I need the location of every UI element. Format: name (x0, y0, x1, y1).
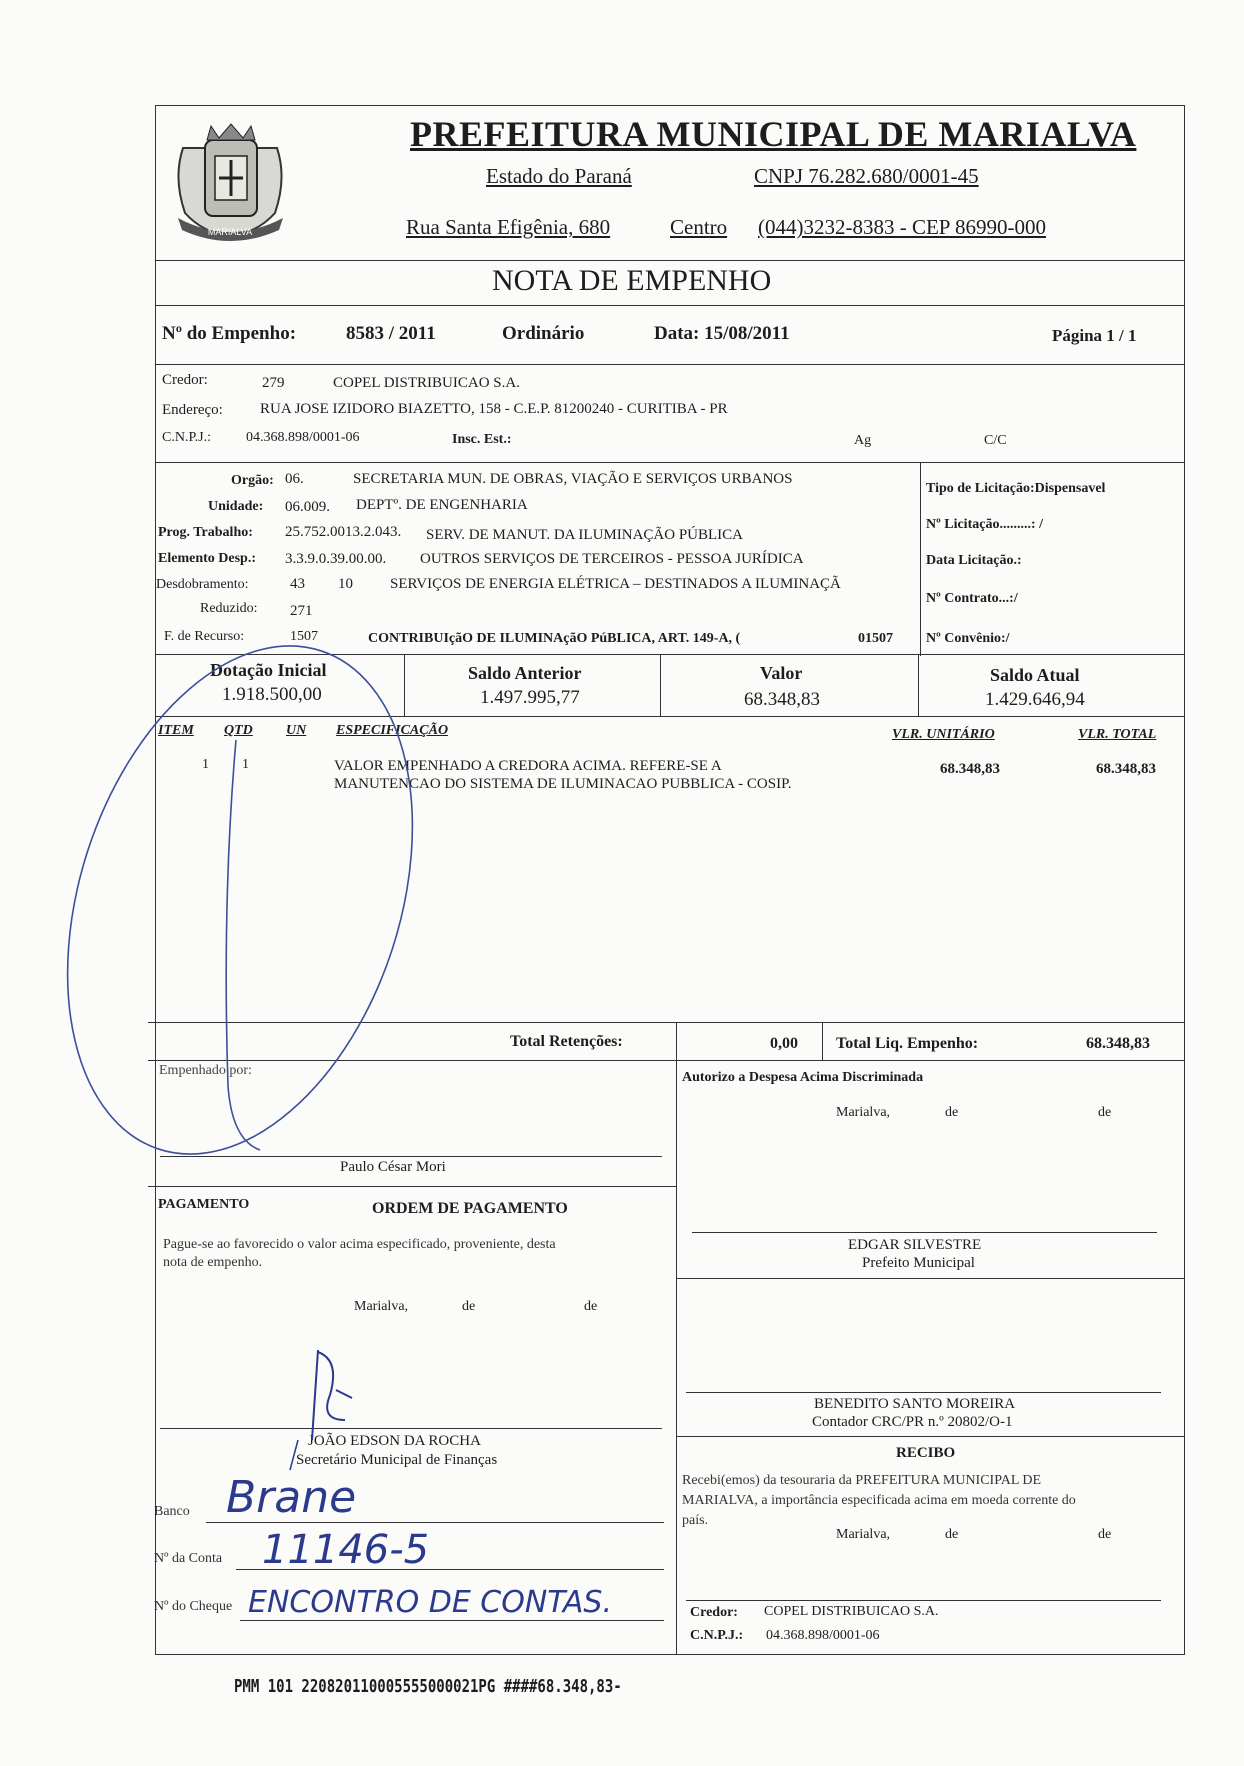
empenho-date: Data: 15/08/2011 (654, 323, 790, 344)
recibo-text-line3: país. (682, 1513, 709, 1528)
credor-address-label: Endereço: (162, 402, 223, 418)
elemento-code: 3.3.9.0.39.00.00. (285, 551, 387, 567)
col-item: ITEM (158, 723, 194, 738)
item-total-value: 68.348,83 (1096, 761, 1156, 777)
recibo-cnpj: 04.368.898/0001-06 (766, 1628, 880, 1643)
unidade-label: Unidade: (208, 499, 264, 514)
secretario-role: Secretário Municipal de Finanças (296, 1452, 498, 1468)
convenio-numero: Nº Convênio:/ (926, 631, 1010, 646)
saldo-atual-value: 1.429.646,94 (985, 689, 1085, 710)
account-label: C/C (984, 433, 1007, 448)
prog-trabalho-name: SERV. DE MANUT. DA ILUMINAÇÃO PÚBLICA (426, 527, 744, 543)
municipality-cnpj: CNPJ 76.282.680/0001-45 (754, 164, 979, 188)
total-liquido-value: 68.348,83 (1086, 1035, 1150, 1052)
licitacao-numero: Nº Licitação.........: / (926, 517, 1043, 532)
banco-label: Banco (154, 1504, 190, 1519)
item-description-line1: VALOR EMPENHADO A CREDORA ACIMA. REFERE-SE A (334, 758, 722, 774)
empenhado-por-name: Paulo César Mori (340, 1159, 446, 1175)
reduzido-label: Reduzido: (200, 601, 258, 616)
recibo-title: RECIBO (896, 1445, 956, 1461)
valor-label: Valor (760, 663, 803, 683)
orgao-name: SECRETARIA MUN. DE OBRAS, VIAÇÃO E SERVIÇOS URBANOS (353, 471, 793, 487)
credor-code: 279 (262, 375, 285, 391)
municipality-district: Centro (670, 215, 728, 239)
recurso-code-2: 01507 (858, 631, 893, 646)
recibo-text-line1: Recebi(emos) da tesouraria da PREFEITURA MUNICIPAL DE (682, 1473, 1042, 1488)
saldo-atual-label: Saldo Atual (990, 665, 1080, 685)
agency-label: Ag (854, 433, 872, 448)
ordem-pagamento-title: ORDEM DE PAGAMENTO (372, 1200, 568, 1217)
footer-code: PMM 101 220820110005555000021PG ####68.348,83- (234, 1677, 622, 1697)
recibo-cnpj-label: C.N.P.J.: (690, 1628, 744, 1643)
prog-trabalho-label: Prog. Trabalho: (158, 525, 253, 540)
pagamento-place: Marialva, (354, 1299, 409, 1314)
desdobramento-name: SERVIÇOS DE ENERGIA ELÉTRICA – DESTINADOS A ILUMINAÇÃ (390, 576, 841, 592)
valor-value: 68.348,83 (744, 689, 820, 710)
empenho-number-label: Nº do Empenho: (162, 323, 297, 344)
empenho-number: 8583 / 2011 (346, 323, 436, 344)
dotacao-label: Dotação Inicial (210, 660, 327, 680)
conta-handwritten: 11146-5 (262, 1527, 430, 1573)
recibo-credor-name: COPEL DISTRIBUICAO S.A. (764, 1604, 939, 1619)
prefeito-role: Prefeito Municipal (862, 1255, 975, 1271)
credor-name: COPEL DISTRIBUICAO S.A. (333, 375, 520, 391)
svg-text:MARIALVA: MARIALVA (207, 227, 253, 237)
total-retencoes-label: Total Retenções: (510, 1033, 623, 1050)
banco-handwritten: Brane (226, 1472, 357, 1523)
unidade-name: DEPTº. DE ENGENHARIA (356, 497, 528, 513)
col-un: UN (286, 723, 307, 738)
prog-trabalho-code: 25.752.0013.2.043. (285, 524, 402, 540)
reduzido-value: 271 (290, 603, 313, 619)
autorizo-place: Marialva, (836, 1105, 891, 1120)
credor-label: Credor: (162, 372, 208, 388)
col-qtd: QTD (224, 723, 253, 738)
cheque-handwritten: ENCONTRO DE CONTAS. (248, 1585, 612, 1620)
item-qtd: 1 (242, 757, 249, 772)
recibo-de-2: de (1098, 1527, 1112, 1542)
elemento-label: Elemento Desp.: (158, 551, 256, 566)
desdobramento-code: 43 (290, 576, 305, 592)
recibo-credor-label: Credor: (690, 1605, 738, 1620)
credor-cnpj-label: C.N.P.J.: (162, 430, 212, 445)
desdobramento-label: Desdobramento: (156, 577, 249, 592)
pagamento-text-line2: nota de empenho. (163, 1255, 263, 1270)
credor-address: RUA JOSE IZIDORO BIAZETTO, 158 - C.E.P. 81200240 - CURITIBA - PR (260, 401, 728, 417)
autorizo-de-1: de (945, 1105, 959, 1120)
col-vlr-unitario: VLR. UNITÁRIO (892, 727, 995, 742)
recibo-text-line2: MARIALVA, a importância especificada acima em moeda corrente do (682, 1493, 1076, 1508)
saldo-anterior-label: Saldo Anterior (468, 663, 582, 683)
desdobramento-subcode: 10 (338, 576, 353, 592)
credor-cnpj: 04.368.898/0001-06 (246, 430, 360, 445)
municipality-phone-cep: (044)3232-8383 - CEP 86990-000 (758, 215, 1046, 239)
item-description-line2: MANUTENCAO DO SISTEMA DE ILUMINACAO PUBBLICA - COSIP. (334, 776, 792, 792)
item-number: 1 (202, 757, 209, 772)
recurso-code: 1507 (290, 629, 318, 644)
licitacao-tipo: Tipo de Licitação:Dispensavel (926, 481, 1106, 496)
total-liquido-label: Total Liq. Empenho: (836, 1035, 979, 1052)
empenhado-por-label: Empenhado por: (159, 1063, 252, 1078)
pagamento-de-1: de (462, 1299, 476, 1314)
page-number: Página 1 / 1 (1052, 326, 1137, 345)
orgao-label: Orgão: (231, 473, 274, 488)
col-vlr-total: VLR. TOTAL (1078, 727, 1157, 742)
contrato-numero: Nº Contrato...:/ (926, 591, 1018, 606)
licitacao-data: Data Licitação.: (926, 553, 1022, 568)
prefeito-name: EDGAR SILVESTRE (848, 1237, 982, 1253)
orgao-code: 06. (285, 471, 304, 487)
conta-label: Nº da Conta (154, 1551, 223, 1566)
municipality-title: PREFEITURA MUNICIPAL DE MARIALVA (410, 114, 1137, 154)
pagamento-label: PAGAMENTO (158, 1197, 250, 1212)
recibo-de-1: de (945, 1527, 959, 1542)
saldo-anterior-value: 1.497.995,77 (480, 687, 580, 708)
cheque-label: Nº do Cheque (154, 1599, 233, 1614)
unidade-code: 06.009. (285, 499, 330, 515)
recurso-label: F. de Recurso: (164, 629, 245, 644)
insc-est-label: Insc. Est.: (452, 432, 512, 447)
pagamento-de-2: de (584, 1299, 598, 1314)
document-title: NOTA DE EMPENHO (492, 264, 772, 297)
empenho-type: Ordinário (502, 323, 585, 344)
pagamento-text-line1: Pague-se ao favorecido o valor acima especificado, proveniente, desta (163, 1237, 556, 1252)
secretario-name: JOÃO EDSON DA ROCHA (308, 1433, 481, 1449)
elemento-name: OUTROS SERVIÇOS DE TERCEIROS - PESSOA JURÍDICA (420, 551, 804, 567)
dotacao-value: 1.918.500,00 (222, 684, 322, 705)
item-unit-value: 68.348,83 (940, 761, 1000, 777)
state-name: Estado do Paraná (486, 164, 632, 188)
total-retencoes-value: 0,00 (770, 1035, 798, 1052)
contador-name: BENEDITO SANTO MOREIRA (814, 1396, 1016, 1412)
autorizo-de-2: de (1098, 1105, 1112, 1120)
recibo-place: Marialva, (836, 1527, 891, 1542)
contador-role: Contador CRC/PR n.º 20802/O-1 (812, 1414, 1013, 1430)
recurso-name: CONTRIBUIçãO DE ILUMINAçãO PúBLICA, ART. 149-A, ( (368, 631, 741, 646)
municipality-address: Rua Santa Efigênia, 680 (406, 215, 611, 239)
autorizo-label: Autorizo a Despesa Acima Discriminada (682, 1070, 924, 1085)
col-especificacao: ESPECIFICAÇÃO (336, 723, 449, 738)
